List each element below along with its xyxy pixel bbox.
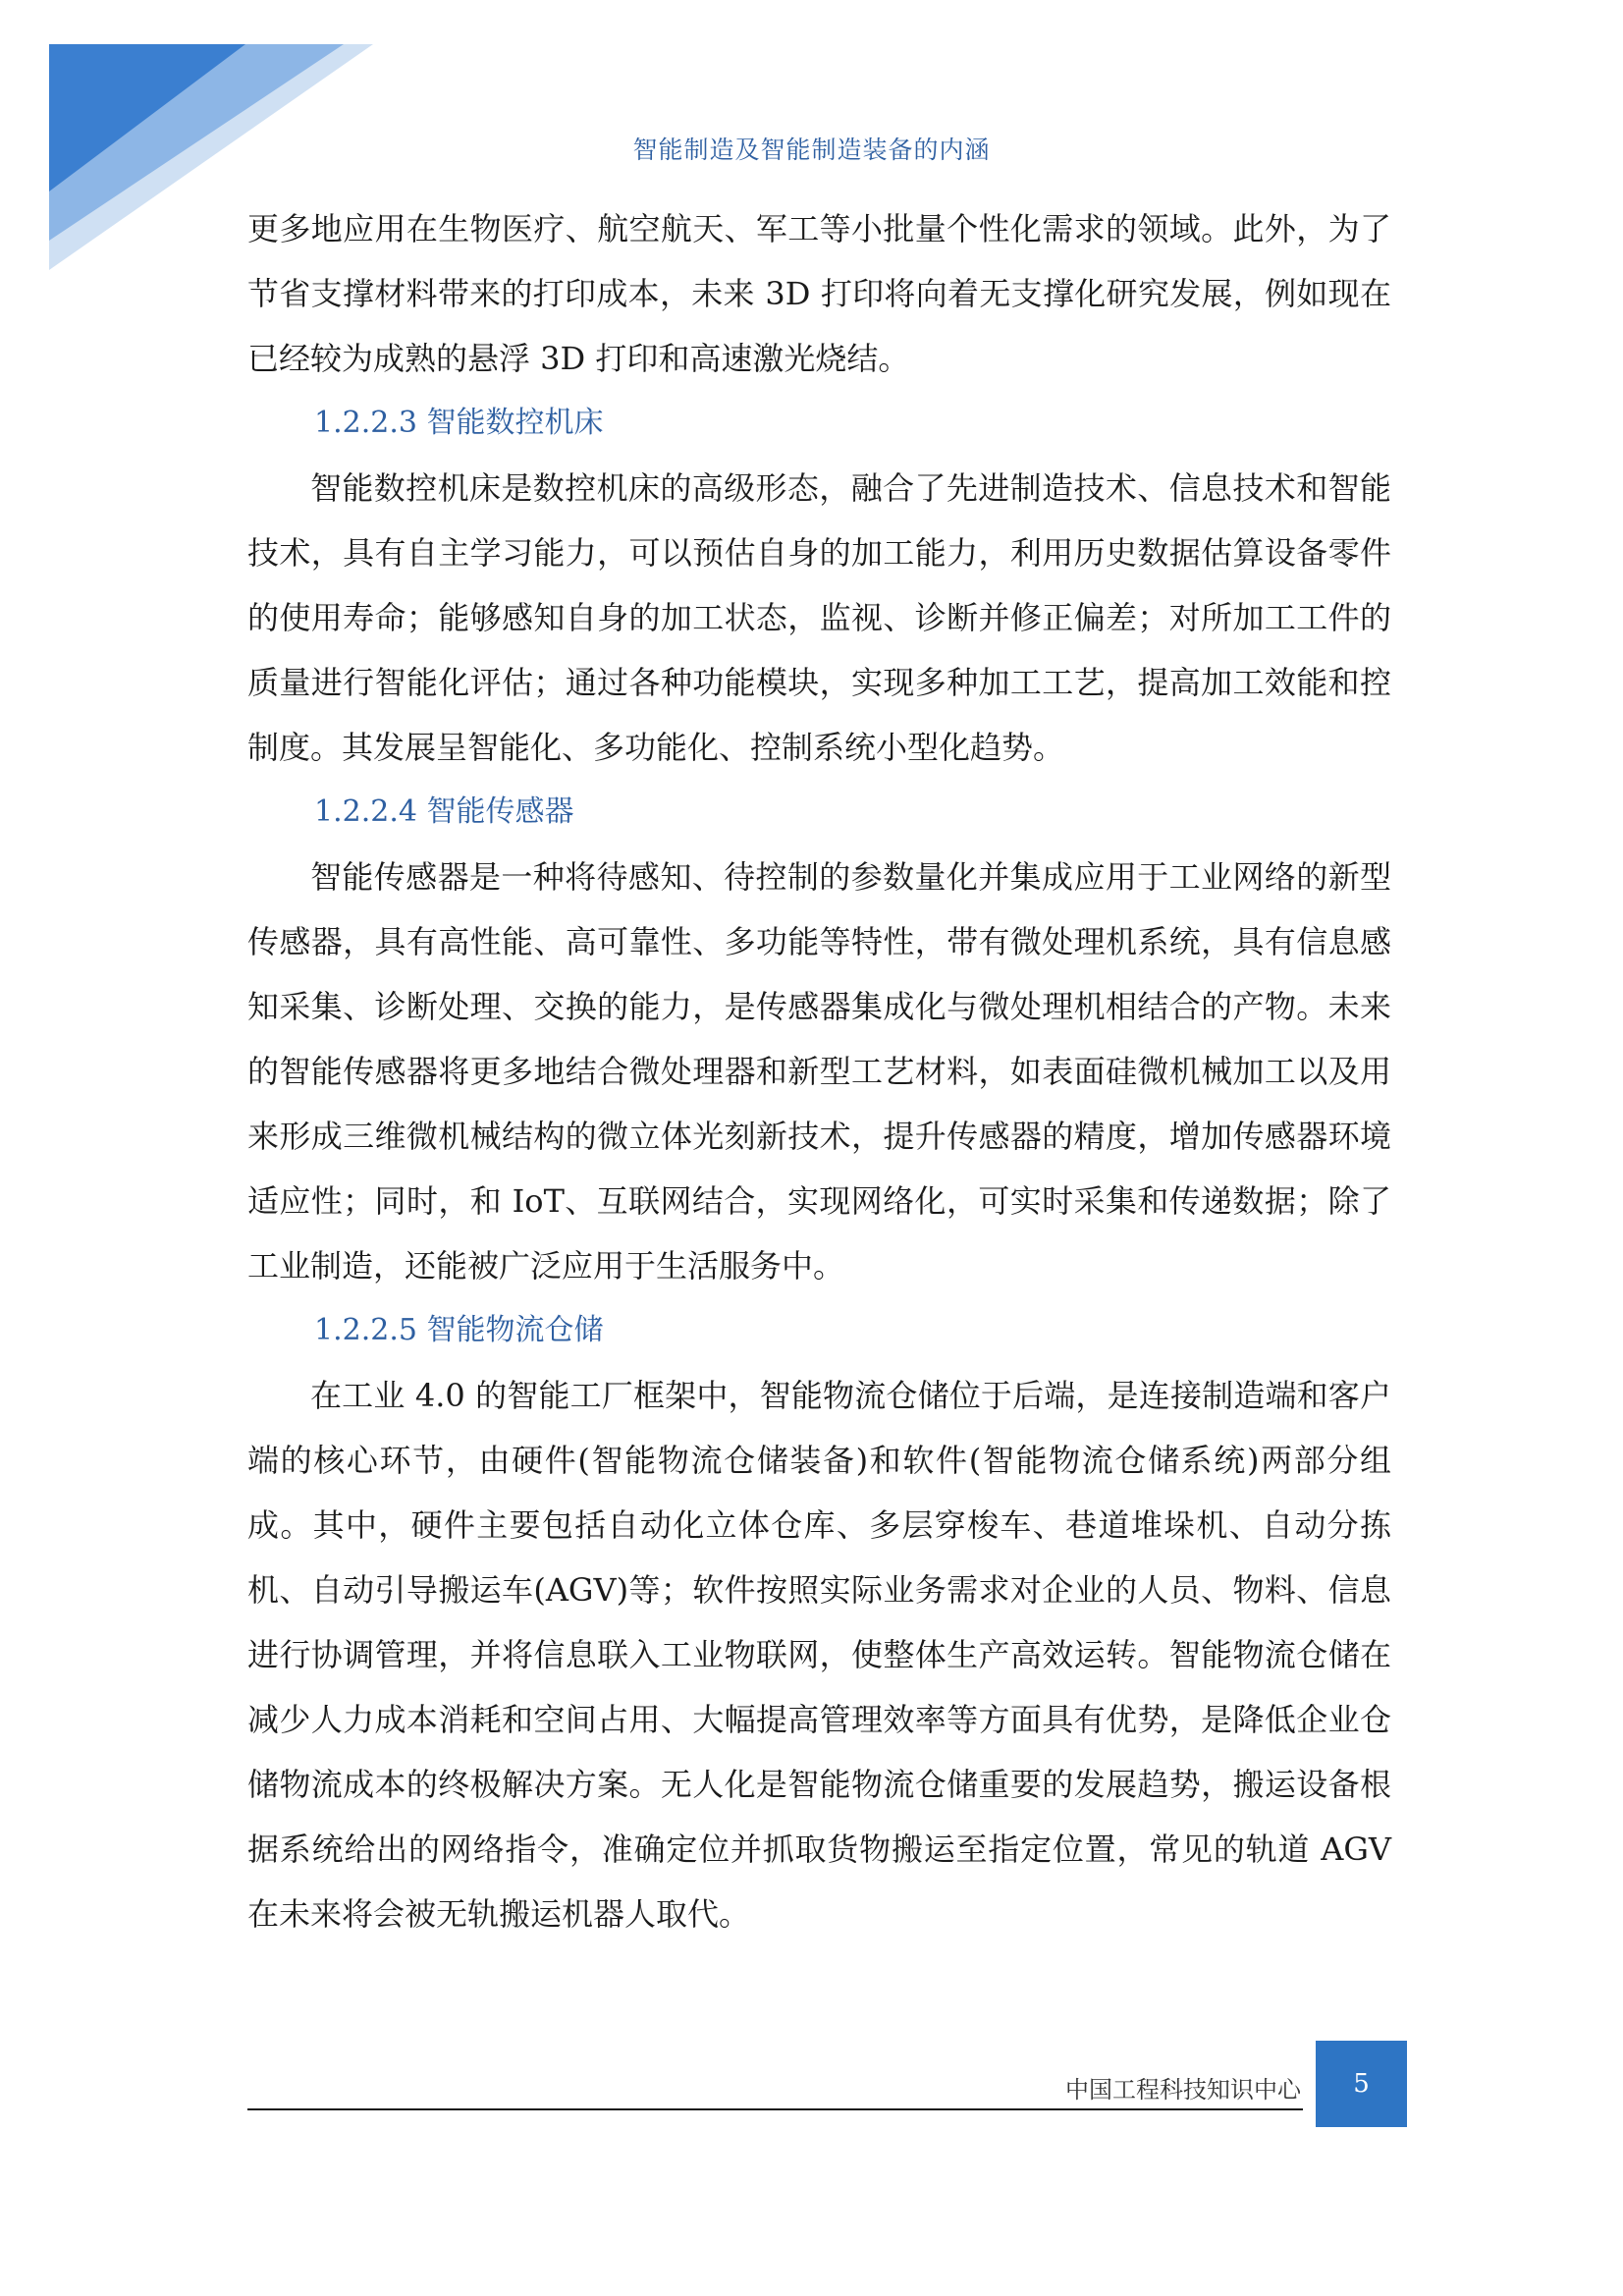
section-heading-cnc-machine: 1.2.2.3 智能数控机床 xyxy=(314,406,604,440)
paragraph-smart-logistics: 在工业 4.0 的智能工厂框架中，智能物流仓储位于后端，是连接制造端和客户端的核心环节，由硬件(智能物流仓储装备)和软件(智能物流仓储系统)两部分组成。其中，硬件主要包括自动化立体仓库、多层穿梭车、巷道堆垛机、自动分拣机、自动引导搬运车(AGV)等；软件按照实际业务需求对企业的人员、物料、信息进行协调管理，并将信息联入工业物联网，使整体生产高效运转。智能物流仓储在减少人力成本消耗和空间占用、大幅提高管理效率等方面具有优势，是降低企业仓储物流成本的终极解决方案。无人化是智能物流仓储重要的发展趋势，搬运设备根据系统给出的网络指令，准确定位并抓取货物搬运至指定位置，常见的轨道 AGV 在未来将会被无轨搬运机器人取代。 xyxy=(247,1377,1391,1933)
paragraph-smart-sensor: 智能传感器是一种将待感知、待控制的参数量化并集成应用于工业网络的新型传感器，具有高性能、高可靠性、多功能等特性，带有微处理机系统，具有信息感知采集、诊断处理、交换的能力，是传感器集成化与微处理机相结合的产物。未来的智能传感器将更多地结合微处理器和新型工艺材料，如表面硅微机械加工以及用来形成三维微机械结构的微立体光刻新技术，提升传感器的精度，增加传感器环境适应性；同时，和 IoT、互联网结合，实现网络化，可实时采集和传递数据；除了工业制造，还能被广泛应用于生活服务中。 xyxy=(247,858,1391,1285)
footer-divider xyxy=(247,2108,1303,2110)
section-heading-smart-sensor: 1.2.2.4 智能传感器 xyxy=(314,794,574,829)
page-number-badge xyxy=(1316,2041,1407,2127)
section-heading-smart-logistics: 1.2.2.5 智能物流仓储 xyxy=(314,1313,604,1347)
footer-organization: 中国工程科技知识中心 xyxy=(1065,2076,1301,2104)
paragraph-3d-printing-continued: 更多地应用在生物医疗、航空航天、军工等小批量个性化需求的领域。此外，为了节省支撑材料带来的打印成本，未来 3D 打印将向着无支撑化研究发展，例如现在已经较为成熟的悬浮 3D 打印和高速激光烧结。 xyxy=(247,210,1391,377)
paragraph-cnc-machine: 智能数控机床是数控机床的高级形态，融合了先进制造技术、信息技术和智能技术，具有自主学习能力，可以预估自身的加工能力，利用历史数据估算设备零件的使用寿命；能够感知自身的加工状态，监视、诊断并修正偏差；对所加工工件的质量进行智能化评估；通过各种功能模块，实现多种加工工艺，提高加工效能和控制度。其发展呈智能化、多功能化、控制系统小型化趋势。 xyxy=(247,469,1391,766)
running-header-title: 智能制造及智能制造装备的内涵 xyxy=(632,136,991,164)
document-body xyxy=(247,196,1391,1946)
page-number: 5 xyxy=(1353,2069,1370,2099)
